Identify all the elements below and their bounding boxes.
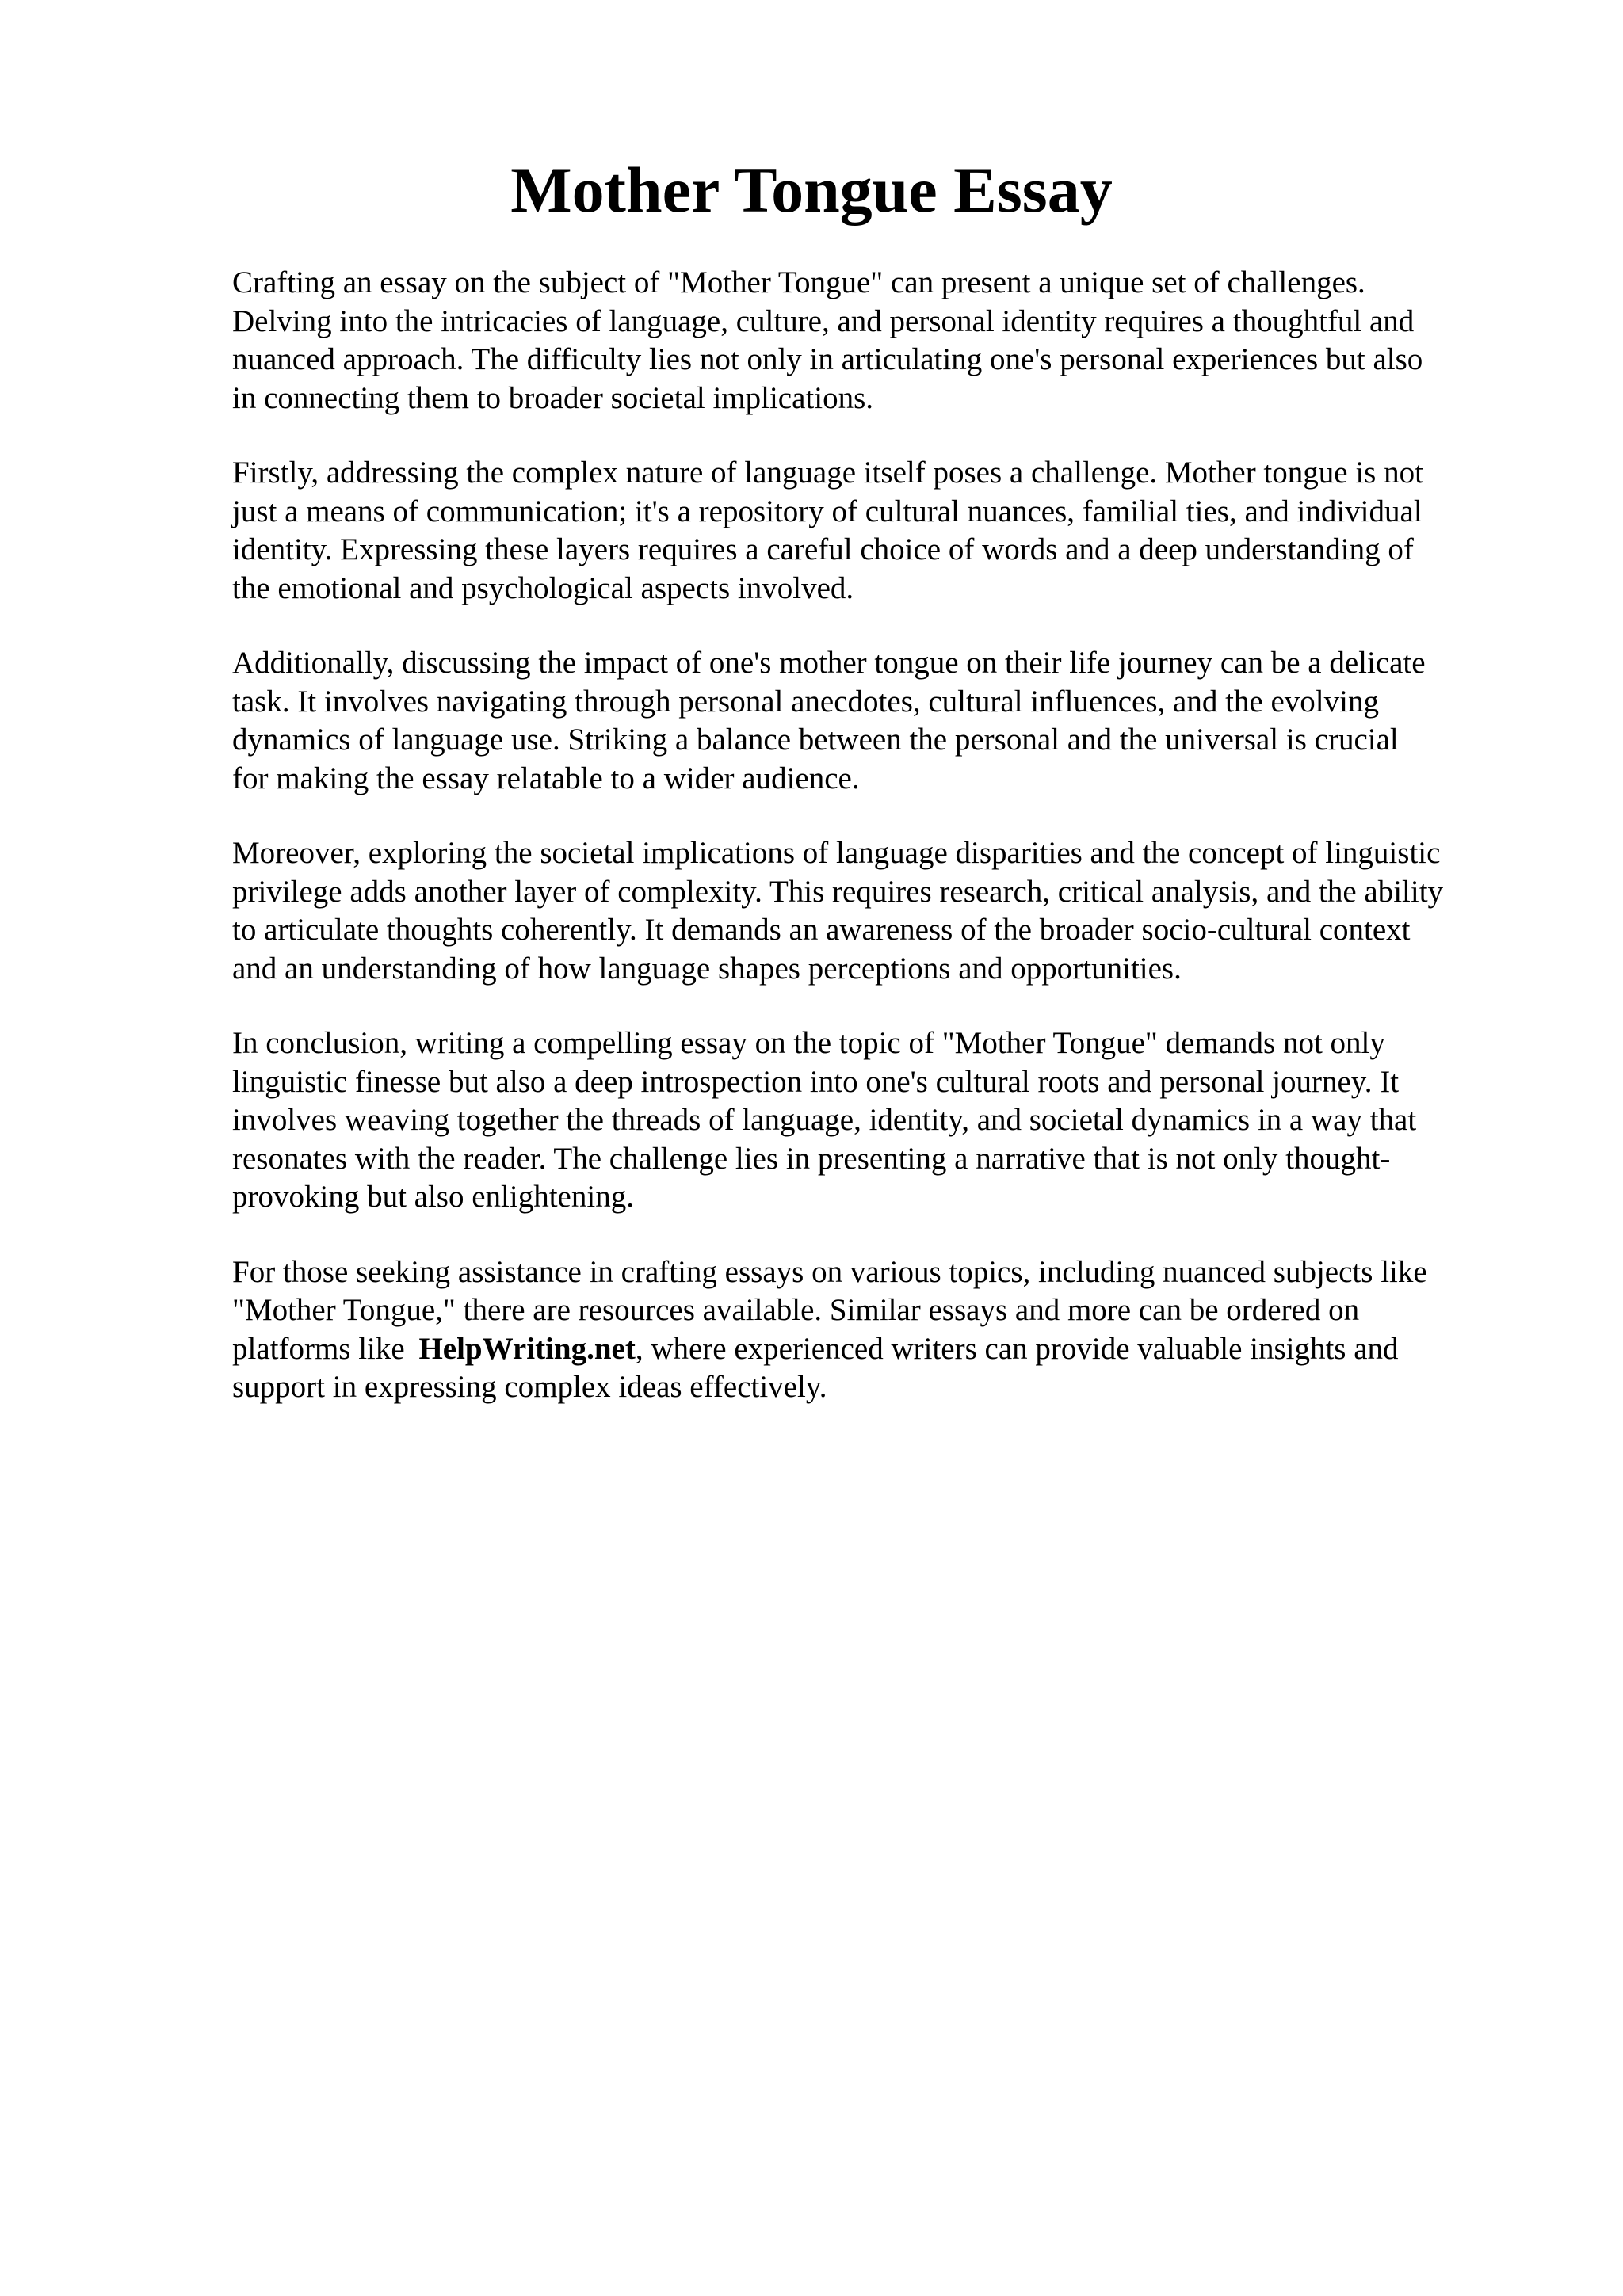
paragraph-line: For those seeking assistance in crafting essays on various topics, including nuanced subjects like — [232, 1254, 1427, 1289]
essay-body — [232, 264, 1532, 1444]
closing-text-after-link: , where experienced writers can provide valuable insights and — [635, 1331, 1399, 1366]
paragraph-line: in connecting them to broader societal implications. — [232, 380, 874, 415]
paragraph-line: Firstly, addressing the complex nature of language itself poses a challenge. Mother tongue is not — [232, 456, 1423, 490]
paragraph-line: Crafting an essay on the subject of "Mother Tongue" can present a unique set of challenges. — [232, 265, 1365, 299]
paragraph-line: "Mother Tongue," there are resources available. Similar essays and more can be ordered on — [232, 1293, 1360, 1327]
paragraph-line: just a means of communication; it's a repository of cultural nuances, familial ties, and individual — [232, 494, 1423, 528]
page-title: Mother Tongue Essay — [510, 154, 1113, 226]
paragraph-line: the emotional and psychological aspects involved. — [232, 570, 854, 605]
helpwriting-link[interactable]: HelpWriting.net — [418, 1331, 636, 1366]
paragraph-line: privilege adds another layer of complexity. This requires research, critical analysis, and the ability — [232, 874, 1444, 909]
paragraph-line-with-link — [232, 1330, 1532, 1369]
paragraph-line: Additionally, discussing the impact of one's mother tongue on their life journey can be a delicate — [232, 646, 1426, 680]
paragraph-line: Delving into the intricacies of language, culture, and personal identity requires a thoughtful and — [232, 303, 1415, 338]
paragraph-3 — [232, 644, 1532, 798]
paragraph-line: task. It involves navigating through personal anecdotes, cultural influences, and the evolving — [232, 684, 1379, 719]
paragraph-line: support in expressing complex ideas effectively. — [232, 1370, 827, 1404]
paragraph-line: Moreover, exploring the societal implications of language disparities and the concept of linguistic — [232, 836, 1441, 870]
paragraph-6 — [232, 1253, 1532, 1407]
paragraph-line: and an understanding of how language shapes perceptions and opportunities. — [232, 951, 1182, 986]
paragraph-1 — [232, 264, 1532, 418]
paragraph-line: In conclusion, writing a compelling essay on the topic of "Mother Tongue" demands not only — [232, 1026, 1385, 1060]
paragraph-line: involves weaving together the threads of language, identity, and societal dynamics in a way that — [232, 1103, 1417, 1137]
closing-text-before-link: platforms like — [232, 1331, 405, 1366]
paragraph-line: resonates with the reader. The challenge lies in presenting a narrative that is not only thought- — [232, 1141, 1391, 1176]
paragraph-line: dynamics of language use. Striking a balance between the personal and the universal is crucial — [232, 723, 1399, 757]
paragraph-4 — [232, 834, 1532, 988]
paragraph-5 — [232, 1024, 1532, 1217]
paragraph-line: linguistic finesse but also a deep introspection into one's cultural roots and personal journey. It — [232, 1064, 1400, 1099]
paragraph-line: provoking but also enlightening. — [232, 1180, 634, 1214]
paragraph-line: for making the essay relatable to a wider audience. — [232, 761, 860, 795]
paragraph-line: nuanced approach. The difficulty lies not only in articulating one's personal experiences but also — [232, 342, 1423, 376]
paragraph-line: to articulate thoughts coherently. It demands an awareness of the broader socio-cultural context — [232, 913, 1411, 947]
paragraph-line: identity. Expressing these layers requires a careful choice of words and a deep understanding of — [232, 532, 1414, 566]
paragraph-2 — [232, 454, 1532, 608]
